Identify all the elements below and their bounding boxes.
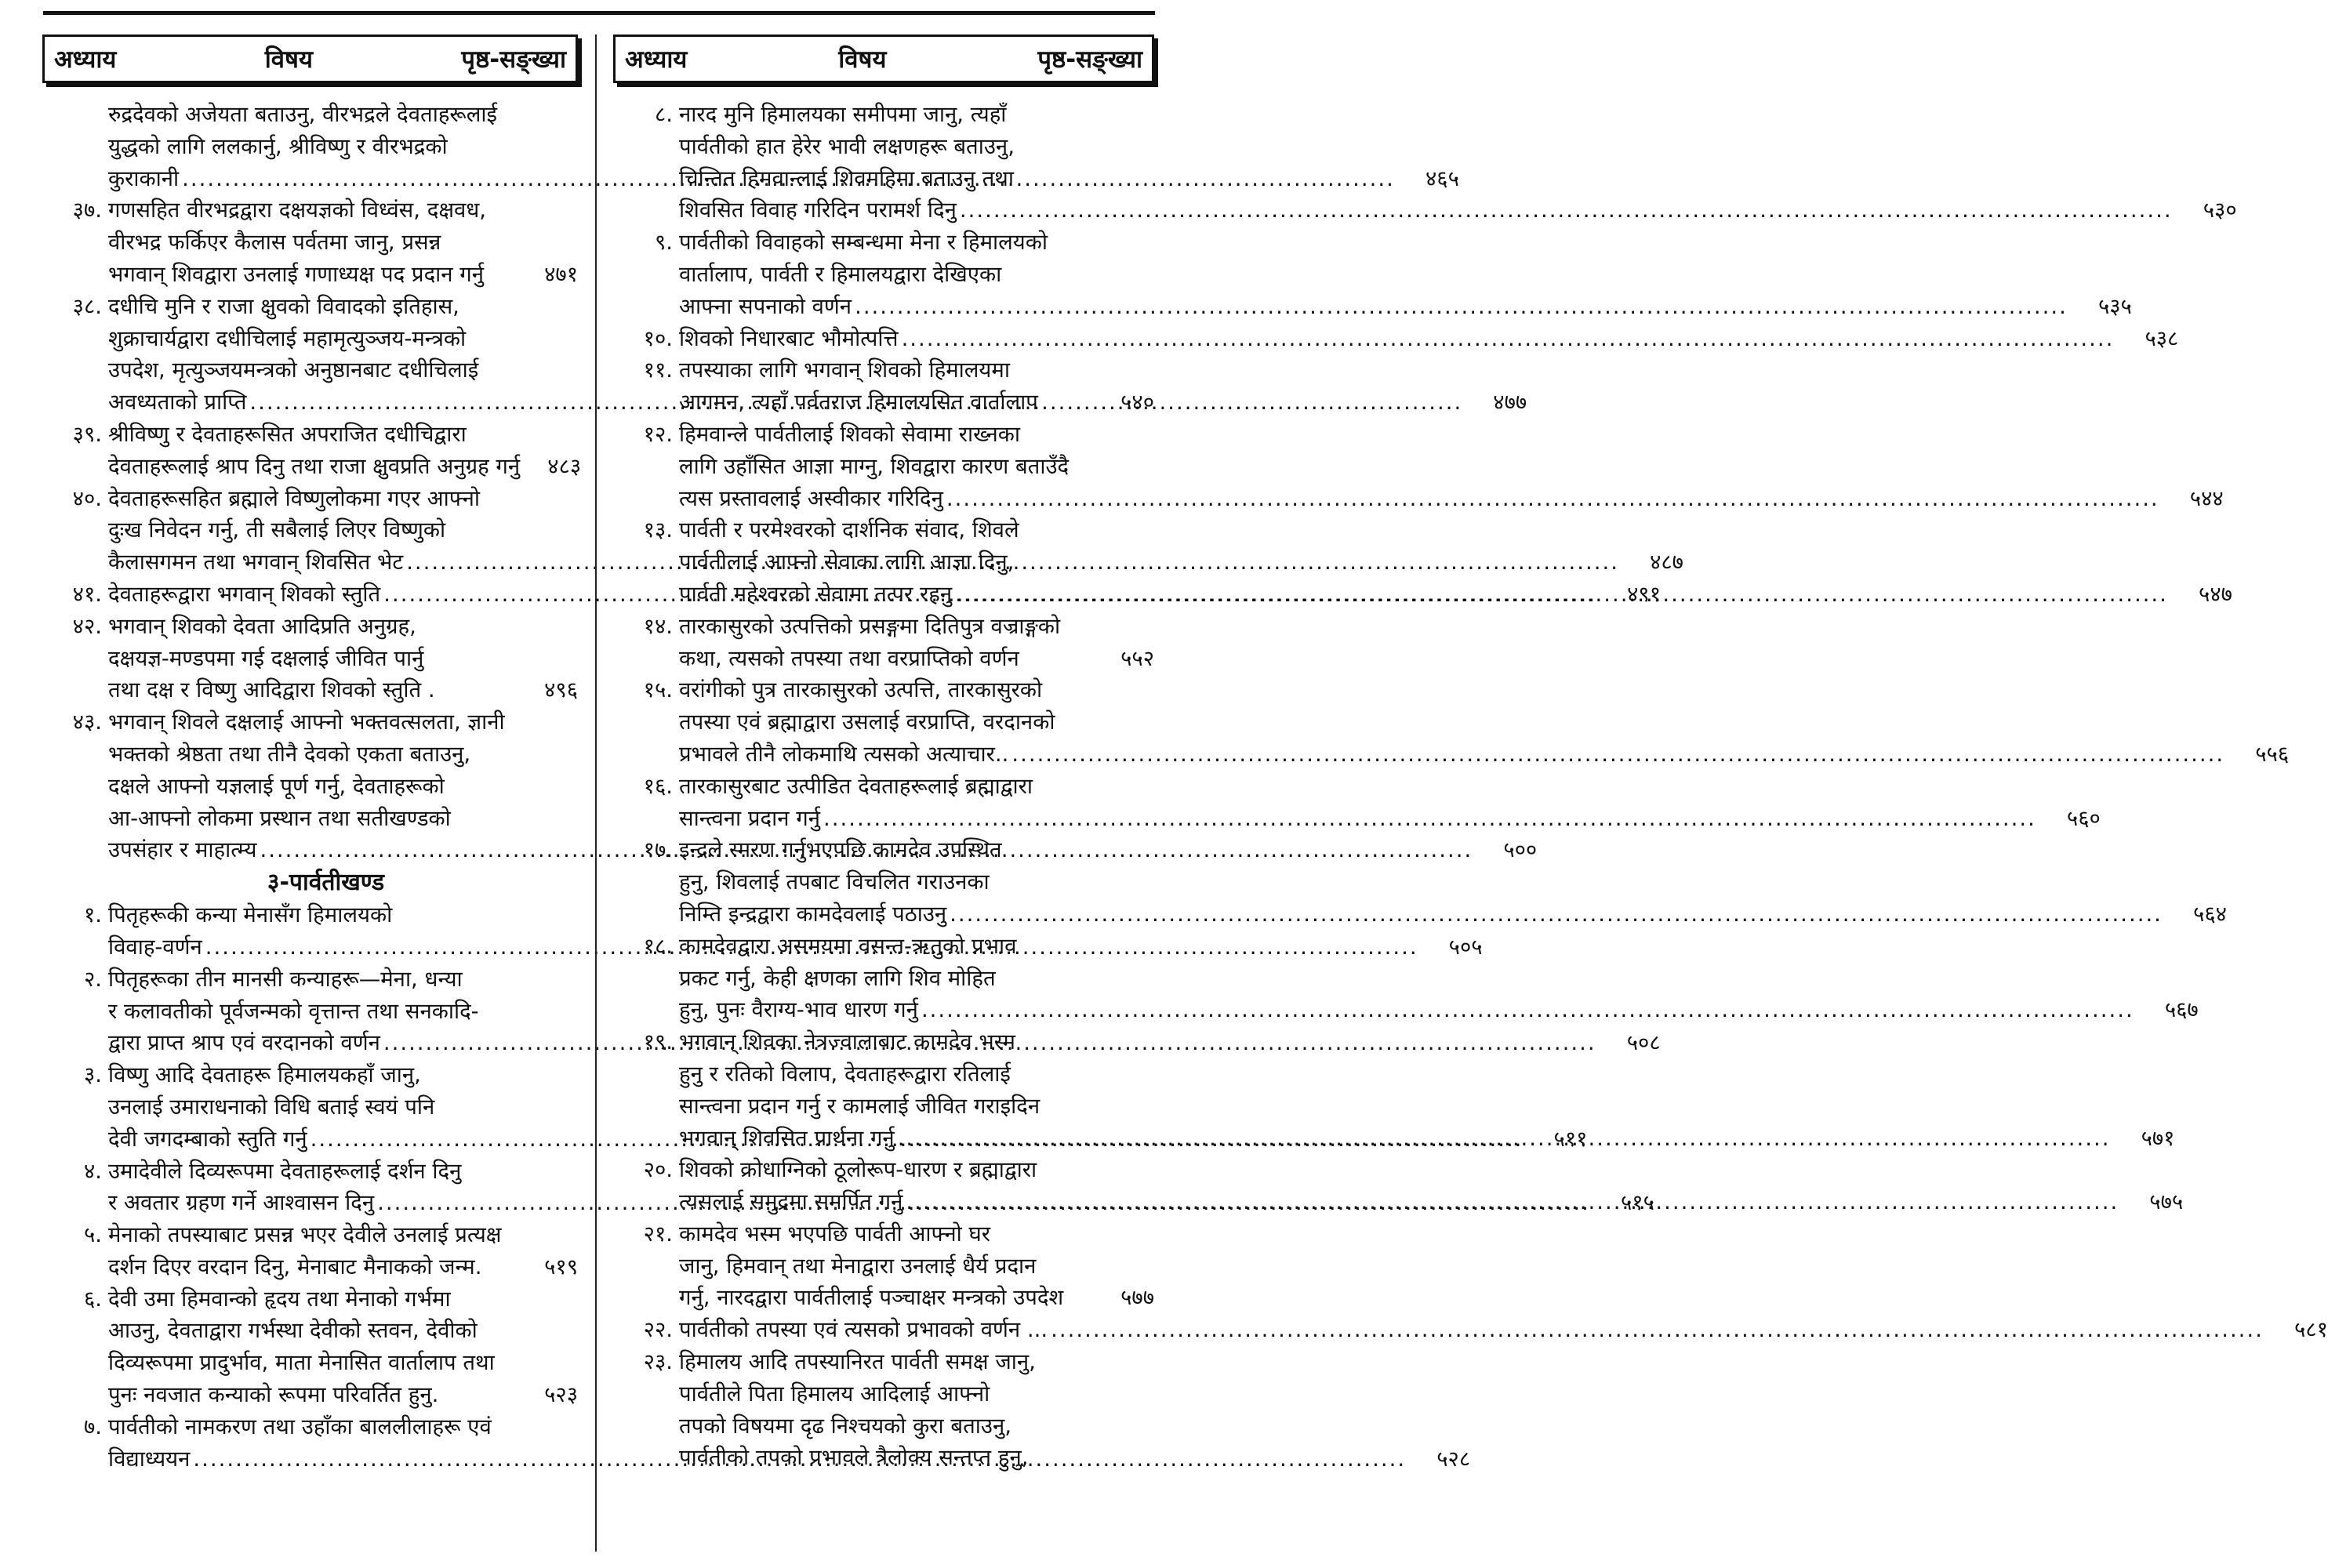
page-number: ५६० [2066, 805, 2101, 831]
entry-line [679, 611, 1154, 643]
toc-entry [613, 419, 2224, 514]
header-page-number: पृष्ठ-सङ्ख्या [461, 45, 566, 74]
chapter-number: ४०. [72, 485, 102, 511]
chapter-number: ११. [643, 358, 673, 383]
page-number: ५८१ [2294, 1317, 2328, 1343]
chapter-number: ८. [654, 102, 673, 127]
entry-line-text: देवताहरूसहित ब्रह्माले विष्णुलोकमा गएर आफ्नो [108, 485, 480, 511]
entry-line-text: पार्वतीको विवाहको सम्बन्धमा मेना र हिमालयको [679, 230, 1048, 256]
entry-line-text: दक्षले आफ्नो यज्ञलाई पूर्ण गर्नु, देवताहरूको [108, 773, 445, 799]
entry-text [679, 1314, 2328, 1346]
chapter-number: ३८. [72, 293, 102, 319]
toc-entry [613, 771, 2101, 835]
entry-line-text: तपस्या एवं ब्रह्माद्वारा उसलाई वरप्राप्ति, वरदानको [679, 710, 1055, 735]
entry-line-text: कैलासगमन तथा भगवान् शिवसित भेट [108, 550, 404, 575]
entry-line-text: वरांगीको पुत्र तारकासुरको उत्पत्ति, तारकासुरको [679, 677, 1043, 703]
entry-line-text: दुःख निवेदन गर्नु, ती सबैलाई लिएर विष्णुको [108, 517, 446, 543]
entry-line-text: दक्षयज्ञ-मण्डपमा गई दक्षलाई जीवित पार्नु [108, 645, 424, 671]
entry-line [679, 1282, 1154, 1314]
entry-text [679, 1218, 1154, 1314]
chapter-number: १८. [643, 933, 673, 959]
entry-line [679, 931, 2199, 963]
entry-text [679, 1026, 2174, 1154]
entry-line-text: विद्याध्ययन [108, 1446, 191, 1472]
entry-line-text: प्रभावले तीनै लोकमाथि त्यसको अत्याचार.. [679, 741, 1009, 767]
entry-line [679, 866, 2227, 898]
entry-line [108, 451, 581, 483]
entry-line-text: शुक्राचार्यद्वारा दधीचिलाई महामृत्युञ्जय-मन्त्रको [108, 325, 467, 351]
entry-line [108, 1219, 578, 1251]
entry-text [679, 931, 2199, 1026]
entry-line [108, 227, 578, 259]
entry-line-text: शिवको क्रोधाग्निको ठूलोरूप-धारण र ब्रह्माद्वारा [679, 1157, 1037, 1183]
entry-line-text: हुनु, पुनः वैराग्य-भाव धारण गर्नु [679, 997, 918, 1023]
entry-line-text: कामदेव भस्म भएपछि पार्वती आफ्नो घर [679, 1221, 990, 1247]
entry-line-text: पार्वती महेश्वरको सेवामा तत्पर रहनु [679, 581, 953, 607]
entry-line-text: भगवान् शिवद्वारा उनलाई गणाध्यक्ष पद प्रदान गर्नु [108, 261, 485, 287]
entry-line [679, 706, 2289, 739]
entry-line [108, 611, 578, 643]
section-heading: ३-पार्वतीखण्ड [267, 869, 385, 897]
entry-line-text: पार्वतीको तपको प्रभावले त्रैलोक्य सन्तप्त हुनु, [679, 1445, 1029, 1471]
page-number: ५६४ [2193, 901, 2227, 927]
entry-text [679, 227, 2132, 322]
entry-line-text: देवताहरूलाई श्राप दिनु तथा राजा क्षुवप्रति अनुग्रह गर्नु [108, 453, 521, 479]
entry-line [679, 1250, 1154, 1283]
entry-line [679, 1026, 2174, 1058]
toc-entry [42, 194, 578, 290]
chapter-number: ५. [83, 1222, 102, 1248]
page-number: ५१९ [544, 1254, 578, 1279]
chapter-number: २२. [643, 1317, 673, 1343]
page-number: ४८३ [547, 453, 582, 479]
entry-line [108, 1283, 578, 1316]
entry-line-text: आफ्ना सपनाको वर्णन [679, 293, 852, 319]
entry-line-text: विवाह-वर्णन [108, 934, 202, 960]
dot-leader [955, 579, 2168, 611]
dot-leader [1051, 1314, 2264, 1346]
page-number: ४८७ [1650, 550, 1683, 575]
header-page-number: पृष्ठ-सङ्ख्या [1037, 45, 1142, 74]
chapter-number: १२. [643, 421, 673, 447]
toc-entry [613, 354, 1154, 419]
entry-line-text: गर्नु, नारदद्वारा पार्वतीलाई पञ्चाक्षर मन्त्रको उपदेश [679, 1285, 1064, 1311]
dot-leader [855, 291, 2068, 323]
entry-line [679, 1123, 2174, 1155]
entry-line-text: सान्त्वना प्रदान गर्नु [679, 805, 821, 831]
entry-line [679, 131, 2237, 163]
entry-line [108, 643, 578, 675]
entry-line [679, 643, 1154, 675]
toc-entry [42, 1283, 578, 1411]
entry-line-text: शिवको निधारबाट भौमोत्पत्ति [679, 325, 899, 351]
entry-line [679, 1091, 2174, 1123]
entry-line-text: त्यस प्रस्तावलाई अस्वीकार गरिदिनु [679, 485, 943, 511]
entry-line-text: उपसंहार र माहात्म्य [108, 837, 257, 863]
entry-line-text: नारद मुनि हिमालयका समीपमा जानु, त्यहाँ [679, 102, 1007, 127]
chapter-number: २०. [643, 1157, 673, 1183]
entry-line-text: वीरभद्र फर्किएर कैलास पर्वतमा जानु, प्रसन्न [108, 230, 441, 256]
entry-line [679, 579, 2232, 611]
column-header [613, 34, 1154, 83]
entry-line [679, 259, 2132, 291]
chapter-number: २३. [643, 1349, 673, 1375]
entry-line-text: पुनः नवजात कन्याको रूपमा परिवर्तित हुनु. [108, 1382, 439, 1408]
entry-line [679, 291, 2132, 323]
header-chapter: अध्याय [54, 45, 117, 74]
entry-text [679, 419, 2224, 514]
toc-entry [42, 419, 582, 483]
chapter-number: ९. [654, 230, 673, 256]
entry-text [679, 771, 2101, 835]
dot-leader [921, 994, 2134, 1026]
entry-line-text: र कलावतीको पूर्वजन्मको वृत्तान्त तथा सनकादि- [108, 998, 479, 1024]
entry-line-text: इन्द्रले स्मरण गर्नुभएपछि कामदेव उपस्थित [679, 837, 1002, 863]
entry-text [679, 1154, 2183, 1218]
entry-line-text: प्रकट गर्नु, केही क्षणका लागि शिव मोहित [679, 965, 996, 991]
toc-entry [613, 323, 2179, 355]
chapter-number: १९. [643, 1029, 673, 1055]
entry-line-text: मेनाको तपस्याबाट प्रसन्न भएर देवीले उनलाई प्रत्यक्ष [108, 1222, 502, 1248]
chapter-number: ७. [83, 1414, 102, 1439]
entry-line-text: पार्वतीको हात हेरेर भावी लक्षणहरू बताउनु, [679, 133, 1015, 159]
entry-line [679, 1442, 1154, 1474]
chapter-number: २१. [643, 1221, 673, 1247]
entry-line-text: उनलाई उमाराधनाको विधि बताई स्वयं पनि [108, 1094, 435, 1120]
entry-line [679, 674, 2289, 706]
entry-line-text: आ-आफ्नो लोकमा प्रस्थान तथा सतीखण्डको [108, 805, 451, 831]
entry-text [108, 1219, 578, 1283]
entry-line [679, 419, 2224, 451]
toc-entry [613, 1314, 2328, 1346]
page-number: ५५६ [2255, 741, 2290, 767]
entry-line-text: र अवतार ग्रहण गर्ने आश्वासन दिनु [108, 1190, 375, 1216]
chapter-number: १. [83, 902, 102, 928]
entry-line-text: तपको विषयमा दृढ निश्चयको कुरा बताउनु, [679, 1413, 1011, 1439]
entry-line [679, 834, 2227, 866]
page-number: ५२३ [544, 1382, 578, 1408]
entry-line-text: दधीचि मुनि र राजा क्षुवको विवादको इतिहास, [108, 293, 459, 319]
entry-line [679, 1218, 1154, 1250]
entry-line-text: जानु, हिमवान् तथा मेनाद्वारा उनलाई धैर्य प्रदान [679, 1253, 1037, 1279]
entry-line-text: पितृहरूका तीन मानसी कन्याहरू—मेना, धन्या [108, 966, 463, 992]
entry-text [108, 1283, 578, 1411]
page-number: ४७१ [544, 261, 578, 287]
toc-entry [613, 674, 2290, 770]
chapter-number: ४३. [72, 710, 102, 735]
page-number: ५७१ [2141, 1125, 2175, 1151]
chapter-number: १६. [643, 773, 673, 799]
toc-entry [42, 611, 578, 706]
page-number: ५१५ [1620, 1190, 1654, 1216]
chapter-number: ६. [83, 1286, 102, 1312]
entry-line-text: हुनु, शिवलाई तपबाट विचलित गराउनका [679, 869, 990, 895]
entry-line [679, 227, 2132, 259]
entry-line [679, 514, 2232, 546]
entry-line [679, 387, 1154, 419]
page-number: ५४४ [2189, 485, 2224, 511]
header-subject: विषय [264, 45, 313, 74]
entry-line [679, 194, 2237, 227]
toc-entry [613, 1218, 1154, 1314]
entry-text [108, 419, 581, 483]
page-number: ४९६ [544, 677, 578, 703]
entry-line-text: देवी उमा हिमवान्को हृदय तथा मेनाको गर्भमा [108, 1286, 451, 1312]
page-number: ५३८ [2145, 325, 2179, 351]
entry-line [679, 99, 2237, 131]
entry-line-text: दर्शन दिएर वरदान दिनु, मेनाबाट मैनाकको जन्म. [108, 1254, 482, 1279]
dot-leader [946, 483, 2159, 515]
entry-line [108, 259, 578, 291]
page-number: ४७७ [1493, 390, 1527, 416]
entry-line-text: कथा, त्यसको तपस्या तथा वरप्राप्तिको वर्णन [679, 645, 1019, 671]
entry-line [108, 1251, 578, 1283]
entry-line [679, 994, 2199, 1026]
entry-line [108, 1347, 578, 1379]
entry-line-text: श्रीविष्णु र देवताहरूसित अपराजित दधीचिद्वारा [108, 421, 467, 447]
page-number: ५४० [1120, 390, 1154, 416]
entry-line-text: कुराकानी [108, 165, 180, 191]
entry-text [679, 514, 2232, 610]
entry-line-text: भक्तको श्रेष्ठता तथा तीनै देवको एकता बताउनु, [108, 741, 471, 767]
entry-line [679, 1314, 2328, 1346]
page-number: ५५२ [1120, 645, 1154, 671]
entry-line-text: द्वारा प्राप्त श्राप एवं वरदानको वर्णन [108, 1030, 380, 1056]
entry-line-text: पार्वतीको नामकरण तथा उहाँका बाललीलाहरू एवं [108, 1414, 492, 1439]
entry-line-text: आउनु, देवताद्वारा गर्भस्था देवीको स्तवन, देवीको [108, 1318, 478, 1344]
chapter-number: २. [83, 966, 102, 992]
entry-line-text: देवी जगदम्बाको स्तुति गर्नु [108, 1126, 307, 1152]
entry-line-text: वार्तालाप, पार्वती र हिमालयद्वारा देखिएका [679, 261, 1002, 287]
entry-line [679, 323, 2178, 355]
entry-line [679, 1410, 1154, 1443]
entry-line-text: निम्ति इन्द्रद्वारा कामदेवलाई पठाउनु [679, 901, 947, 927]
entry-line [679, 546, 2232, 579]
chapter-number: ३७. [72, 198, 102, 223]
entry-line [108, 194, 578, 227]
entry-line [679, 963, 2199, 995]
entry-line-text: हुनु र रतिको विलाप, देवताहरूद्वारा रतिलाई [679, 1061, 1011, 1087]
page-number: ५०८ [1626, 1030, 1661, 1056]
entry-line-text: तारकासुरको उत्पत्तिको प्रसङ्गमा दितिपुत्र वज्राङ्गको [679, 613, 1061, 639]
entry-line-text: सान्त्वना प्रदान गर्नु र कामलाई जीवित गराइदिन [679, 1093, 1041, 1119]
entry-line-text: हिमालय आदि तपस्यानिरत पार्वती समक्ष जानु, [679, 1349, 1036, 1375]
entry-line-text: लागि उहाँसित आज्ञा माग्नु, शिवद्वारा कारण बताउँदै [679, 453, 1070, 479]
entry-text [679, 99, 2237, 227]
entry-line-text: दिव्यरूपमा प्रादुर्भाव, माता मेनासित वार्तालाप तथा [108, 1350, 495, 1376]
entry-text [108, 194, 578, 290]
entry-text [679, 323, 2178, 355]
entry-text [679, 674, 2289, 770]
entry-line-text: पार्वती र परमेश्वरको दार्शनिक संवाद, शिवले [679, 517, 1019, 543]
entry-line-text: विष्णु आदि देवताहरू हिमालयकहाँ जानु, [108, 1062, 421, 1088]
entry-line-text: आगमन, त्यहाँ पर्वतराज हिमालयसित वार्तालाप [679, 390, 1038, 416]
top-rule [43, 11, 1155, 15]
entry-text [679, 1346, 1154, 1474]
dot-leader [1011, 739, 2224, 771]
page-number: ४६५ [1425, 165, 1459, 191]
entry-line-text: भगवान् शिवले दक्षलाई आफ्नो भक्तवत्सलता, ज्ञानी [108, 710, 505, 735]
entry-line-text: त्यसलाई समुद्रमा समर्पित गर्नु [679, 1189, 903, 1215]
dot-leader [950, 898, 2163, 931]
column-header [42, 34, 578, 83]
page-number: ५३० [2203, 198, 2237, 223]
chapter-number: ४१. [72, 581, 102, 607]
dot-leader [823, 803, 2036, 835]
entry-line-text: रुद्रदेवको अजेयता बताउनु, वीरभद्रले देवताहरूलाई [108, 102, 498, 127]
page-number: ४९१ [1627, 581, 1661, 607]
dot-leader [898, 1123, 2111, 1155]
toc-entry [613, 227, 2132, 322]
chapter-number: १५. [643, 677, 673, 703]
chapter-number: ४. [83, 1158, 102, 1184]
chapter-number: १३. [643, 517, 673, 543]
entry-line [679, 771, 2101, 803]
page-number: ५६७ [2164, 997, 2199, 1023]
page-number: ५४७ [2199, 581, 2232, 607]
page-number: ५७५ [2149, 1189, 2184, 1215]
page-number: ५७७ [1120, 1285, 1154, 1311]
entry-line-text: देवताहरूद्वारा भगवान् शिवको स्तुति [108, 581, 381, 607]
chapter-number: १४. [643, 613, 673, 639]
entry-line-text: भगवान् शिवका नेत्रज्वालाबाट कामदेव भस्म [679, 1029, 1015, 1055]
entry-line [679, 1186, 2183, 1218]
chapter-number: ३. [83, 1062, 102, 1088]
entry-line-text: तारकासुरबाट उत्पीडित देवताहरूलाई ब्रह्माद्वारा [679, 773, 1033, 799]
entry-line-text: अवध्यताको प्राप्ति [108, 390, 247, 416]
entry-line [108, 1379, 578, 1411]
entry-text [108, 611, 578, 706]
entry-line [679, 1058, 2174, 1091]
entry-line [108, 1315, 578, 1347]
entry-line [679, 1346, 1154, 1378]
entry-line [679, 803, 2101, 835]
entry-text [679, 834, 2227, 930]
entry-line-text: पितृहरूकी कन्या मेनासँग हिमालयको [108, 902, 393, 928]
entry-line [679, 898, 2227, 931]
toc-entry [613, 611, 1154, 675]
header-chapter: अध्याय [625, 45, 688, 74]
dot-leader [960, 194, 2173, 227]
chapter-number: ३९. [72, 421, 102, 447]
page-number: ५०५ [1448, 934, 1483, 960]
entry-line-text: तथा दक्ष र विष्णु आदिद्वारा शिवको स्तुति . [108, 677, 435, 703]
entry-line-text: उमादेवीले दिव्यरूपमा देवताहरूलाई दर्शन दिनु [108, 1158, 462, 1184]
entry-line-text: युद्धको लागि ललकार्नु, श्रीविष्णु र वीरभद्रको [108, 133, 448, 159]
entry-line-text: भगवान् शिवसित प्रार्थना गर्नु [679, 1125, 895, 1151]
entry-line-text: पार्वतीलाई आफ्नो सेवाका लागि आज्ञा दिनु, [679, 550, 1015, 575]
entry-line [679, 1154, 2183, 1186]
toc-entry [42, 1219, 578, 1283]
chapter-number: १०. [643, 325, 673, 351]
entry-line [679, 1378, 1154, 1410]
entry-line [108, 674, 578, 706]
entry-line [679, 483, 2224, 515]
entry-line-text: कामदेवद्वारा असमयमा वसन्त-ऋतुको प्रभाव [679, 933, 1017, 959]
chapter-number [42, 99, 108, 194]
entry-line-text: उपदेश, मृत्युञ्जयमन्त्रको अनुष्ठानबाट दधीचिलाई [108, 358, 479, 383]
header-subject: विषय [838, 45, 887, 74]
entry-line-text: चिन्तित हिमवान्लाई शिवमहिमा बताउनु तथा [679, 165, 1014, 191]
column-divider [595, 34, 597, 1552]
entry-line-text: गणसहित वीरभद्रद्वारा दक्षयज्ञको विध्वंस, दक्षवध, [108, 198, 486, 223]
dot-leader [906, 1186, 2119, 1218]
entry-line-text: तपस्याका लागि भगवान् शिवको हिमालयमा [679, 358, 1010, 383]
entry-line-text: पार्वतीले पिता हिमालय आदिलाई आफ्नो [679, 1381, 990, 1406]
chapter-number: १७. [643, 837, 673, 863]
toc-entry [613, 1346, 1154, 1474]
entry-line [679, 163, 2237, 195]
entry-line [679, 451, 2224, 483]
entry-line-text: शिवसित विवाह गरिदिन परामर्श दिनु [679, 198, 957, 223]
entry-text [679, 354, 1154, 419]
dot-leader [902, 323, 2115, 355]
entry-line-text: पार्वतीको तपस्या एवं त्यसको प्रभावको वर्णन ... [679, 1317, 1048, 1343]
entry-line [679, 354, 1154, 387]
entry-line-text: भगवान् शिवको देवता आदिप्रति अनुग्रह, [108, 613, 416, 639]
page-number: ५११ [1553, 1126, 1588, 1152]
entry-line-text: हिमवान्ले पार्वतीलाई शिवको सेवामा राख्नका [679, 421, 1020, 447]
page-number: ५०० [1503, 837, 1538, 863]
entry-line [679, 739, 2289, 771]
entry-line [108, 419, 581, 451]
chapter-number: ४२. [72, 613, 102, 639]
page-number: ५३५ [2097, 293, 2132, 319]
page-number: ५२८ [1436, 1446, 1471, 1472]
entry-text [679, 611, 1154, 675]
